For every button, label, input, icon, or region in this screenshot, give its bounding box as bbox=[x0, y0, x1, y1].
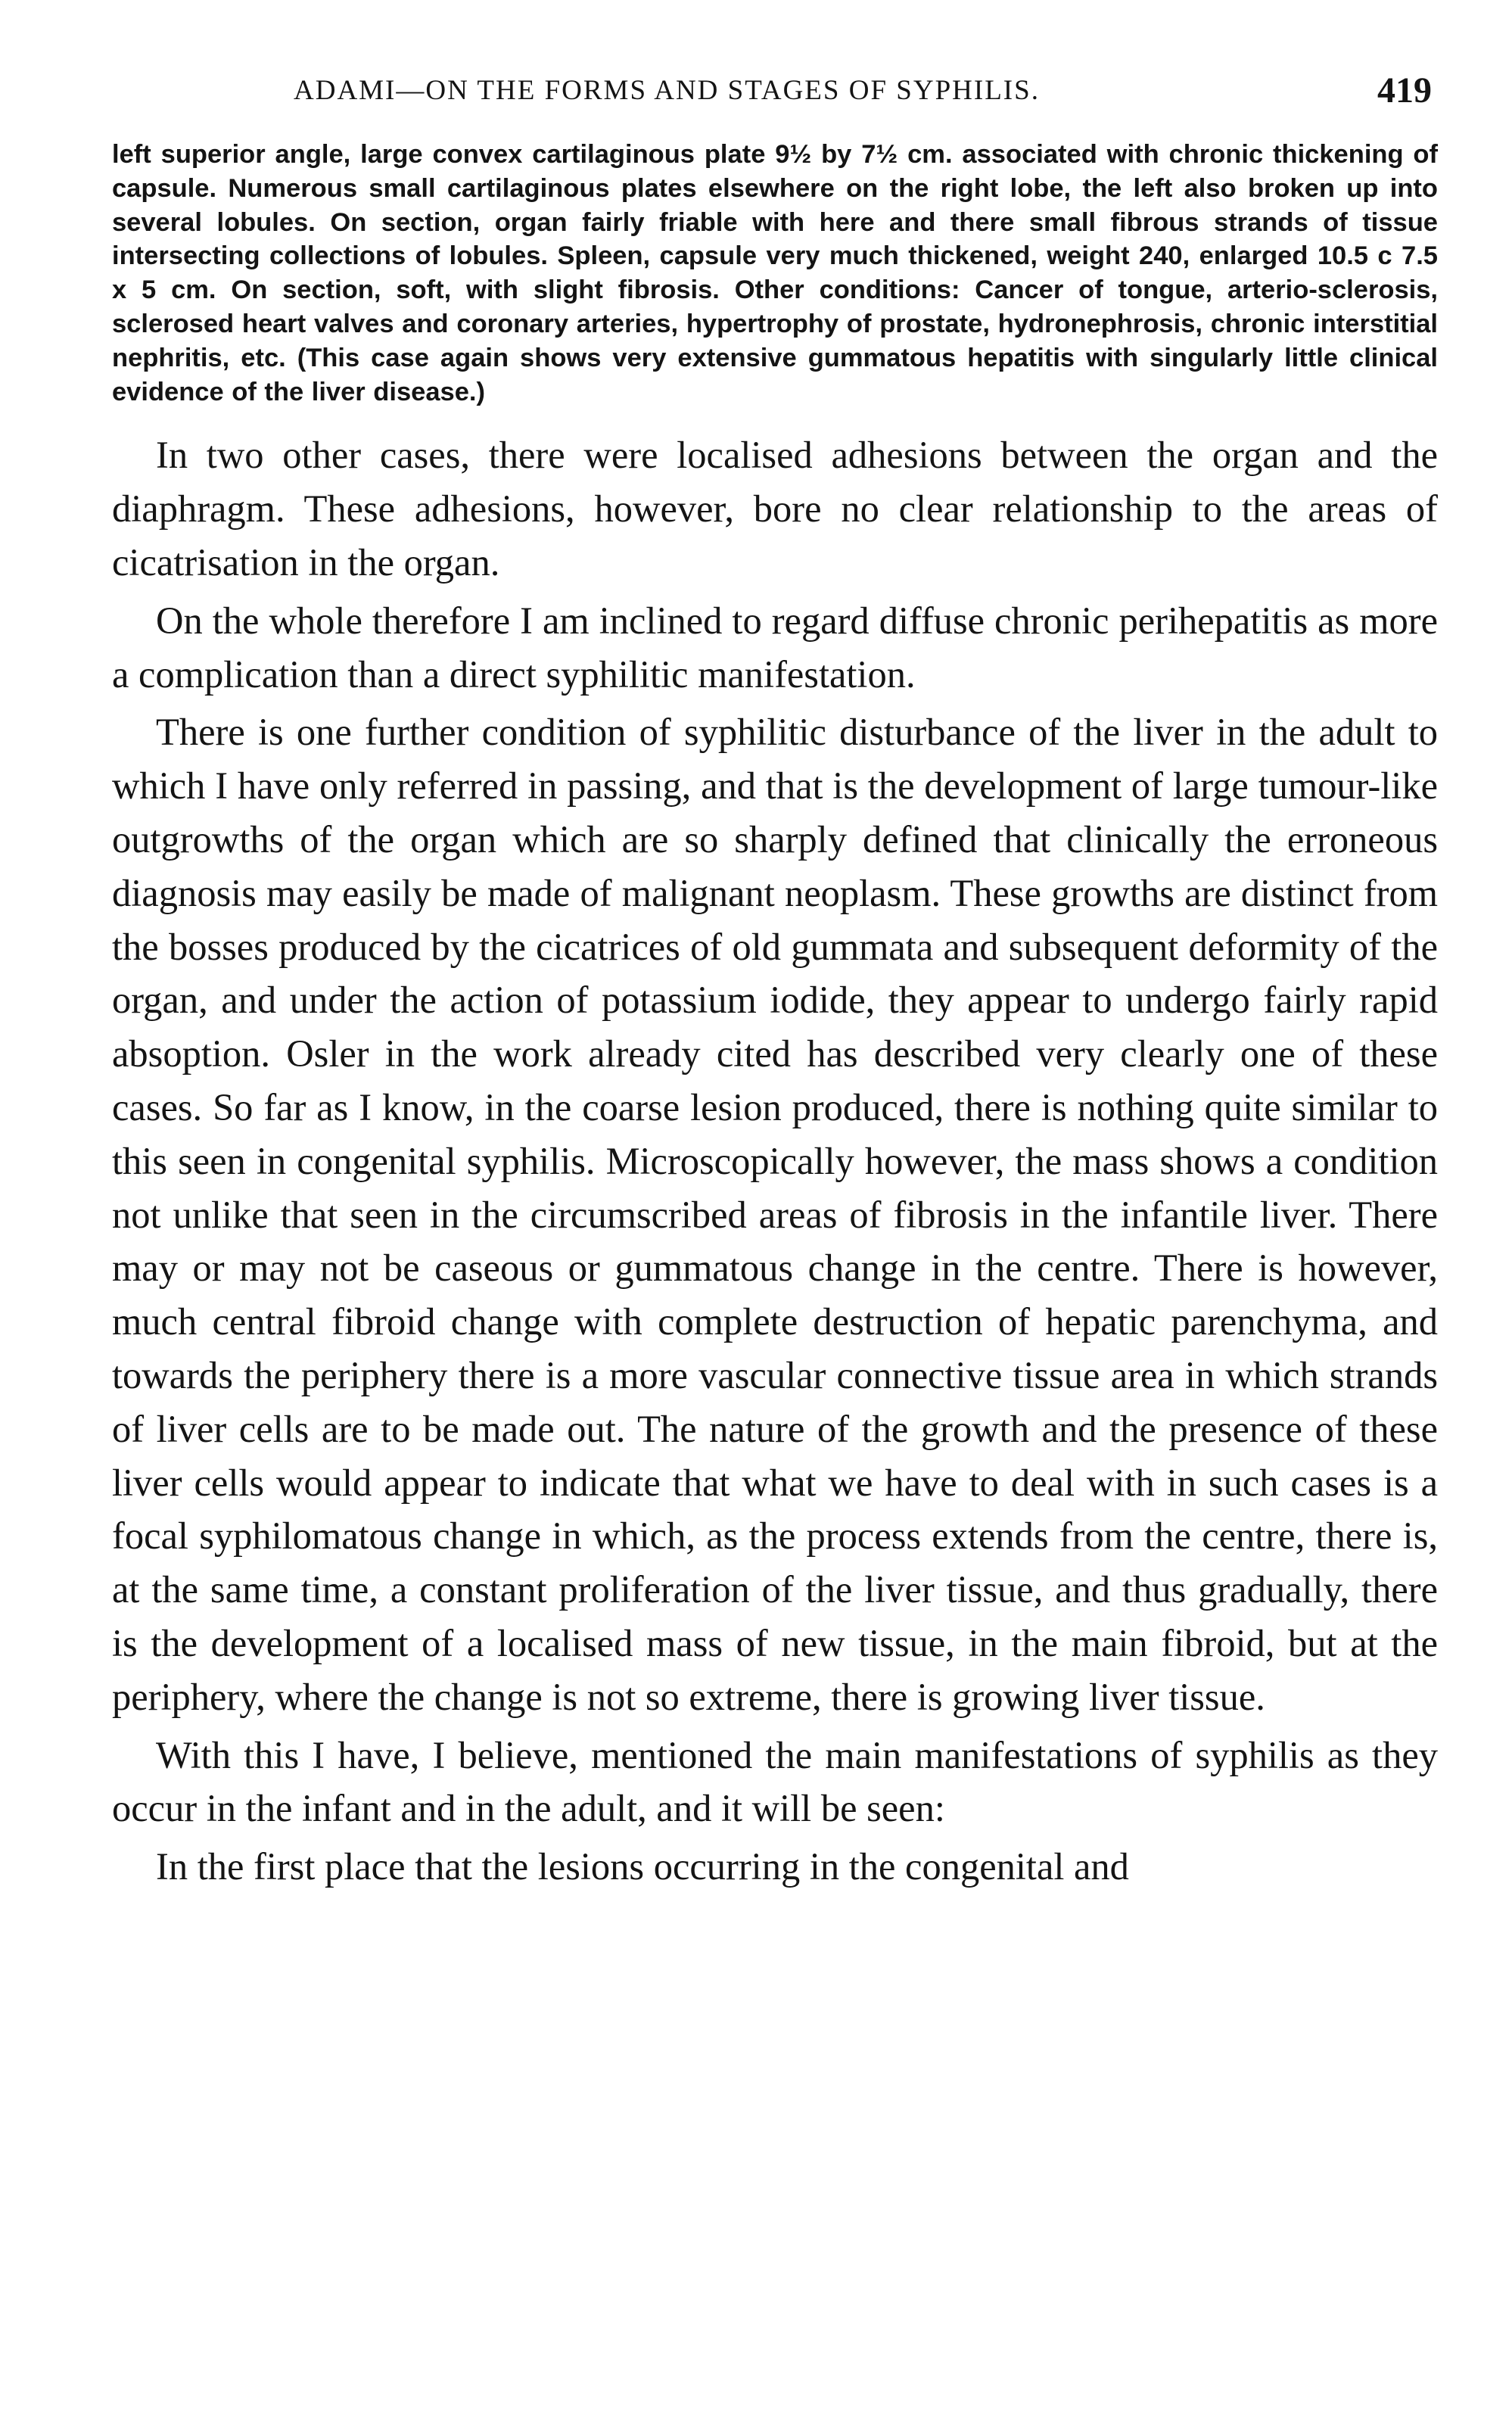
paragraph-tumour-like-outgrowths: There is one further condition of syphilitic disturbance of the liver in the adult to which I have only referred in passing, and that is the development of large tumour-like outgrowths of the organ which are so sharply defined that clinically the erroneous diagnosis may easily be made of malignant neoplasm. These growths are distinct from the bosses produced by the cicatrices of old gummata and subsequent deformity of the organ, and under the action of potassium iodide, they appear to undergo fairly rapid absoption. Osler in the work already cited has described very clearly one of these cases. So far as I know, in the coarse lesion produced, there is nothing quite similar to this seen in congenital syphilis. Microscopically however, the mass shows a condition not unlike that seen in the circumscribed areas of fibrosis in the infantile liver. There may or may not be caseous or gummatous change in the centre. There is however, much central fibroid change with complete destruction of hepatic parenchyma, and towards the periphery there is a more vascular connective tissue area in which strands of liver cells are to be made out. The nature of the growth and the presence of these liver cells would appear to indicate that what we have to deal with in such cases is a focal syphilomatous change in which, as the process extends from the centre, there is, at the same time, a constant proliferation of the liver tissue, and thus gradually, there is the development of a localised mass of new tissue, in the main fibroid, but at the periphery, where the change is not so extreme, there is growing liver tissue. bbox=[112, 711, 1438, 1718]
paragraph-perihepatitis: On the whole therefore I am inclined to regard diffuse chronic perihepatitis as more a complication than a direct syphilitic manifestation. bbox=[112, 599, 1438, 696]
paragraph-summary-intro: With this I have, I believe, mentioned the main manifestations of syphilis as they occur in the infant and in the adult, and it will be seen: bbox=[112, 1733, 1438, 1830]
page-number: 419 bbox=[1377, 70, 1432, 111]
page bbox=[112, 70, 1438, 1894]
running-title: ADAMI—ON THE FORMS AND STAGES OF SYPHILIS. bbox=[294, 75, 1040, 106]
case-note-continuation: left superior angle, large convex cartilaginous plate 9½ by 7½ cm. associated with chronic thickening of capsule. Numerous small cartilaginous plates elsewhere on the right lobe, the left also broken up into several lobules. On section, organ fairly friable with here and there small fibrous strands of tissue intersecting collections of lobules. Spleen, capsule very much thickened, weight 240, enlarged 10.5 c 7.5 x 5 cm. On section, soft, with slight fibrosis. Other conditions: Cancer of tongue, arterio-sclerosis, sclerosed heart valves and coronary arteries, hypertrophy of prostate, hydronephrosis, chronic interstitial nephritis, etc. (This case again shows very extensive gummatous hepatitis with singularly little clinical evidence of the liver disease.) bbox=[112, 140, 1438, 406]
running-head bbox=[112, 70, 1438, 133]
paragraph-first-place: In the first place that the lesions occurring in the congenital and bbox=[156, 1845, 1129, 1888]
paragraph-adhesions: In two other cases, there were localised adhesions between the organ and the diaphragm. These adhesions, however, bore no clear relationship to the areas of cicatrisation in the organ. bbox=[112, 434, 1438, 584]
